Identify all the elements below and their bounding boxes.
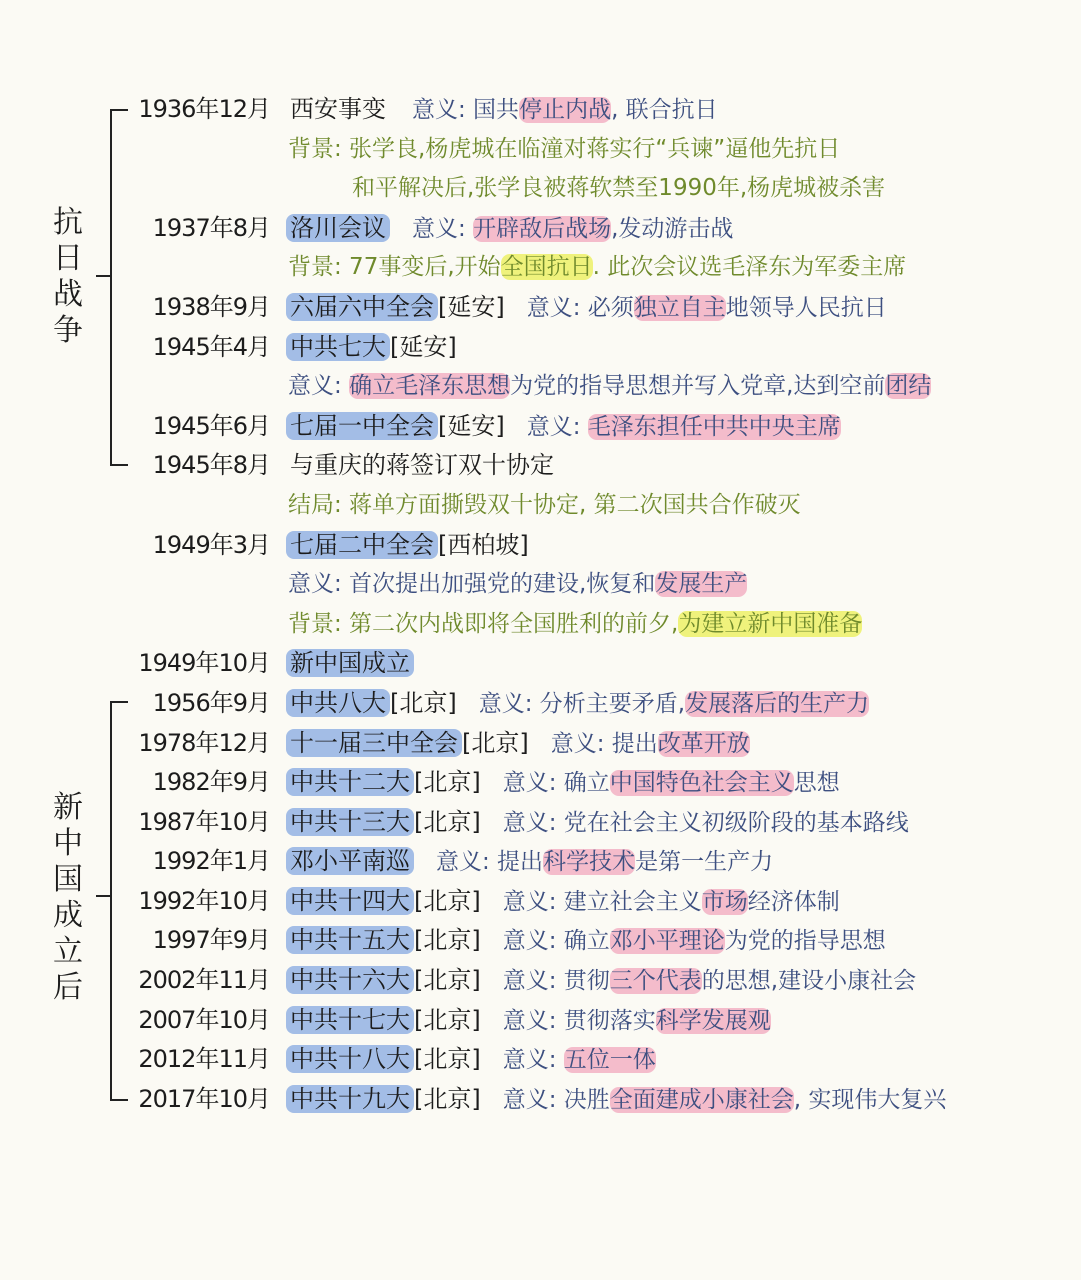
text-segment: 思想 [793,770,840,797]
meaning-label: 意义: [502,928,557,955]
event-name: 十一届三中全会 [286,729,462,757]
highlighted-text: 全国抗日 [500,254,593,281]
meaning-label: 意义: [502,770,557,797]
timeline-row [0,882,1081,922]
text-segment: , 联合抗日 [611,97,718,123]
timeline [0,90,1081,1119]
highlighted-text: 中国特色社会主义 [609,770,794,797]
event-name: 中共八大 [286,689,390,717]
timeline-row [0,1080,1081,1120]
event-date: 1945年4月 [152,332,270,361]
text-segment: 77事变后,开始 [341,254,501,281]
text-segment: 确立 [556,928,610,955]
event-name: 中共十四大 [286,887,414,915]
detail-label: 背景: [288,254,342,281]
event-date: 1936年12月 [138,95,270,123]
text-segment: . 此次会议选毛泽东为军委主席 [592,254,907,281]
meaning-text [503,889,840,915]
event-location: [北京] [414,1005,481,1034]
text-segment: 为党的指导思想并写入党章,达到空前 [510,373,886,400]
text-segment: 经济体制 [747,888,840,915]
highlighted-text: 停止内战 [519,97,612,123]
detail-text [288,248,906,288]
event-content [286,446,558,487]
detail-label: 背景: [288,610,342,637]
text-segment: 国共 [465,97,520,123]
detail-row [0,367,1081,407]
text-segment: 贯彻 [556,968,610,995]
highlighted-text: 科学技术 [543,849,636,876]
section-label-prc: 新 中 国 成 立 后 [53,790,83,1005]
event-name: 中共七大 [286,333,390,361]
text-segment: ,发动游击战 [611,215,734,242]
event-content [286,90,718,131]
meaning-text [479,691,869,717]
meaning-label: 意义: [502,1086,557,1113]
meaning-text [503,1087,947,1113]
detail-text [288,130,840,170]
event-content [286,1040,656,1081]
event-name: 中共十九大 [286,1085,414,1113]
highlighted-text: 五位一体 [563,1047,656,1074]
meaning-text [436,849,773,875]
meaning-label: 意义: [502,1007,557,1034]
timeline-row [0,526,1081,566]
event-name: 七届二中全会 [286,531,438,559]
meaning-text [503,1008,771,1034]
event-content [286,328,457,369]
text-segment: 确立 [556,770,610,797]
detail-text [288,486,801,526]
text-segment: 张学良,杨虎城在临潼对蒋实行“兵谏”逼他先抗日 [341,135,841,162]
meaning-label: 意义: [526,413,581,440]
timeline-row [0,407,1081,447]
event-content [286,1080,946,1121]
event-content [286,803,909,844]
meaning-text [527,295,887,321]
text-segment: 是第一生产力 [635,849,774,876]
highlighted-text: 开辟敌后战场 [473,215,612,242]
event-date: 1938年9月 [152,292,270,321]
event-name: 中共十二大 [286,768,414,796]
meaning-text [503,770,840,796]
timeline-row [0,921,1081,961]
highlighted-text: 改革开放 [657,730,750,757]
text-segment: 必须 [580,294,634,321]
event-date: 1945年6月 [152,411,270,440]
event-date: 1992年1月 [152,847,270,876]
timeline-row [0,328,1081,368]
event-name: 中共十五大 [286,926,414,954]
event-content [286,882,840,923]
meaning-text [503,810,909,836]
detail-row [0,248,1081,288]
event-name: 西安事变 [290,95,386,123]
event-location: [北京] [414,1045,481,1074]
meaning-label: 意义: [412,215,466,242]
timeline-row [0,961,1081,1001]
highlighted-text: 发展生产 [655,571,748,598]
detail-text [288,565,747,605]
detail-row [0,605,1081,645]
text-segment: , 实现伟大复兴 [793,1086,947,1113]
text-segment: 的思想,建设小康社会 [701,968,917,995]
meaning-label: 意义: [502,888,557,915]
timeline-row [0,842,1081,882]
event-location: [延安] [390,332,457,361]
event-name: 中共十六大 [286,966,414,994]
meaning-text [551,731,750,757]
meaning-text [503,928,886,954]
meaning-text [503,1047,656,1073]
text-segment: 第二次内战即将全国胜利的前夕, [341,610,679,637]
event-date: 2007年10月 [138,1005,270,1034]
highlighted-text: 全面建成小康社会 [609,1086,794,1113]
event-content [286,526,529,567]
timeline-row [0,288,1081,328]
event-date: 1987年10月 [138,807,270,836]
event-content [286,407,841,448]
detail-label: 意义: [288,571,342,598]
event-date: 2012年11月 [138,1045,270,1074]
text-segment [342,373,349,399]
event-location: [北京] [414,926,481,955]
section-label-war: 抗 日 战 争 [53,205,83,348]
highlighted-text: 为建立新中国准备 [678,610,863,637]
event-location: [北京] [414,886,481,915]
event-content [286,921,886,962]
meaning-label: 意义: [478,690,533,717]
highlighted-text: 确立毛泽东思想 [349,373,511,400]
event-date: 1978年12月 [138,728,270,757]
highlighted-text: 独立自主 [633,294,726,321]
event-name: 中共十七大 [286,1006,414,1034]
event-content [286,961,916,1002]
timeline-row [0,1040,1081,1080]
text-segment: 蒋单方面撕毁双十协定, 第二次国共合作破灭 [341,491,801,518]
meaning-label: 意义: [502,1047,557,1074]
detail-label: 意义: [288,373,342,400]
meaning-label: 意义: [502,968,557,995]
timeline-row [0,90,1081,130]
text-segment: 首次提出加强党的建设,恢复和 [341,571,656,598]
highlighted-text: 市场 [701,888,748,915]
meaning-text [503,968,916,994]
detail-text [352,169,885,209]
detail-label: 结局: [288,491,342,518]
event-location: [北京] [414,1084,481,1113]
event-name: 洛川会议 [286,214,390,242]
text-segment: 和平解决后,张学良被蒋软禁至1990年,杨虎城被杀害 [352,175,886,202]
event-name: 七届一中全会 [286,412,438,440]
detail-row [0,130,1081,170]
timeline-row [0,446,1081,486]
event-content [286,1001,771,1042]
event-date: 1982年9月 [152,768,270,797]
detail-text [288,605,862,645]
timeline-row [0,684,1081,724]
event-location: [北京] [414,807,481,836]
timeline-row [0,209,1081,249]
meaning-label: 意义: [436,849,490,876]
event-name: 六届六中全会 [286,293,438,321]
event-location: [西柏坡] [438,530,529,559]
event-content [286,288,887,329]
timeline-row [0,1001,1081,1041]
event-content [286,842,773,883]
event-date: 2017年10月 [138,1084,270,1113]
text-segment [466,216,473,242]
meaning-label: 意义: [412,97,466,123]
meaning-label: 意义: [526,294,581,321]
event-name: 新中国成立 [286,649,414,677]
event-date: 1992年10月 [138,886,270,915]
text-segment: 提出 [604,730,658,757]
text-segment: 建立社会主义 [556,888,702,915]
event-name: 邓小平南巡 [286,847,414,875]
event-location: [北京] [414,768,481,797]
highlighted-text: 邓小平理论 [609,928,725,955]
meaning-text [412,216,733,242]
event-location: [延安] [438,292,505,321]
timeline-row [0,803,1081,843]
text-segment: 分析主要矛盾, [532,690,686,717]
meaning-label: 意义: [550,730,605,757]
event-content [286,763,840,804]
event-content [286,684,869,725]
detail-text [288,367,931,407]
event-location: [延安] [438,411,505,440]
meaning-text [412,97,718,123]
event-date: 1997年9月 [152,926,270,955]
text-segment: 为党的指导思想 [724,928,886,955]
event-location: [北京] [462,728,529,757]
event-date: 2002年11月 [138,966,270,995]
text-segment: 贯彻落实 [556,1007,656,1034]
event-content [286,209,733,250]
highlighted-text: 三个代表 [609,968,702,995]
event-date: 1945年8月 [152,451,270,480]
timeline-row [0,724,1081,764]
text-segment: 决胜 [556,1086,610,1113]
text-segment: 地领导人民抗日 [725,294,887,321]
timeline-row [0,763,1081,803]
event-date: 1956年9月 [152,688,270,717]
text-segment: 党在社会主义初级阶段的基本路线 [556,809,909,836]
highlighted-text: 发展落后的生产力 [685,690,870,717]
detail-label: 背景: [288,135,342,162]
event-location: [北京] [414,966,481,995]
event-name: 中共十三大 [286,808,414,836]
detail-row [0,486,1081,526]
detail-row [0,169,1081,209]
event-content [286,724,750,765]
event-date: 1949年10月 [138,649,270,678]
text-segment [580,414,587,440]
detail-row [0,565,1081,605]
event-date: 1937年8月 [152,213,270,242]
highlighted-text: 团结 [885,373,932,400]
event-name: 与重庆的蒋签订双十协定 [290,451,554,480]
timeline-row [0,644,1081,684]
meaning-label: 意义: [502,809,557,836]
event-name: 中共十八大 [286,1045,414,1073]
text-segment: 提出 [489,849,544,876]
text-segment [556,1047,563,1073]
highlighted-text: 毛泽东担任中共中央主席 [587,413,841,440]
highlighted-text: 科学发展观 [655,1007,771,1034]
meaning-text [527,414,841,440]
event-content [286,644,414,685]
event-location: [北京] [390,688,457,717]
event-date: 1949年3月 [152,530,270,559]
